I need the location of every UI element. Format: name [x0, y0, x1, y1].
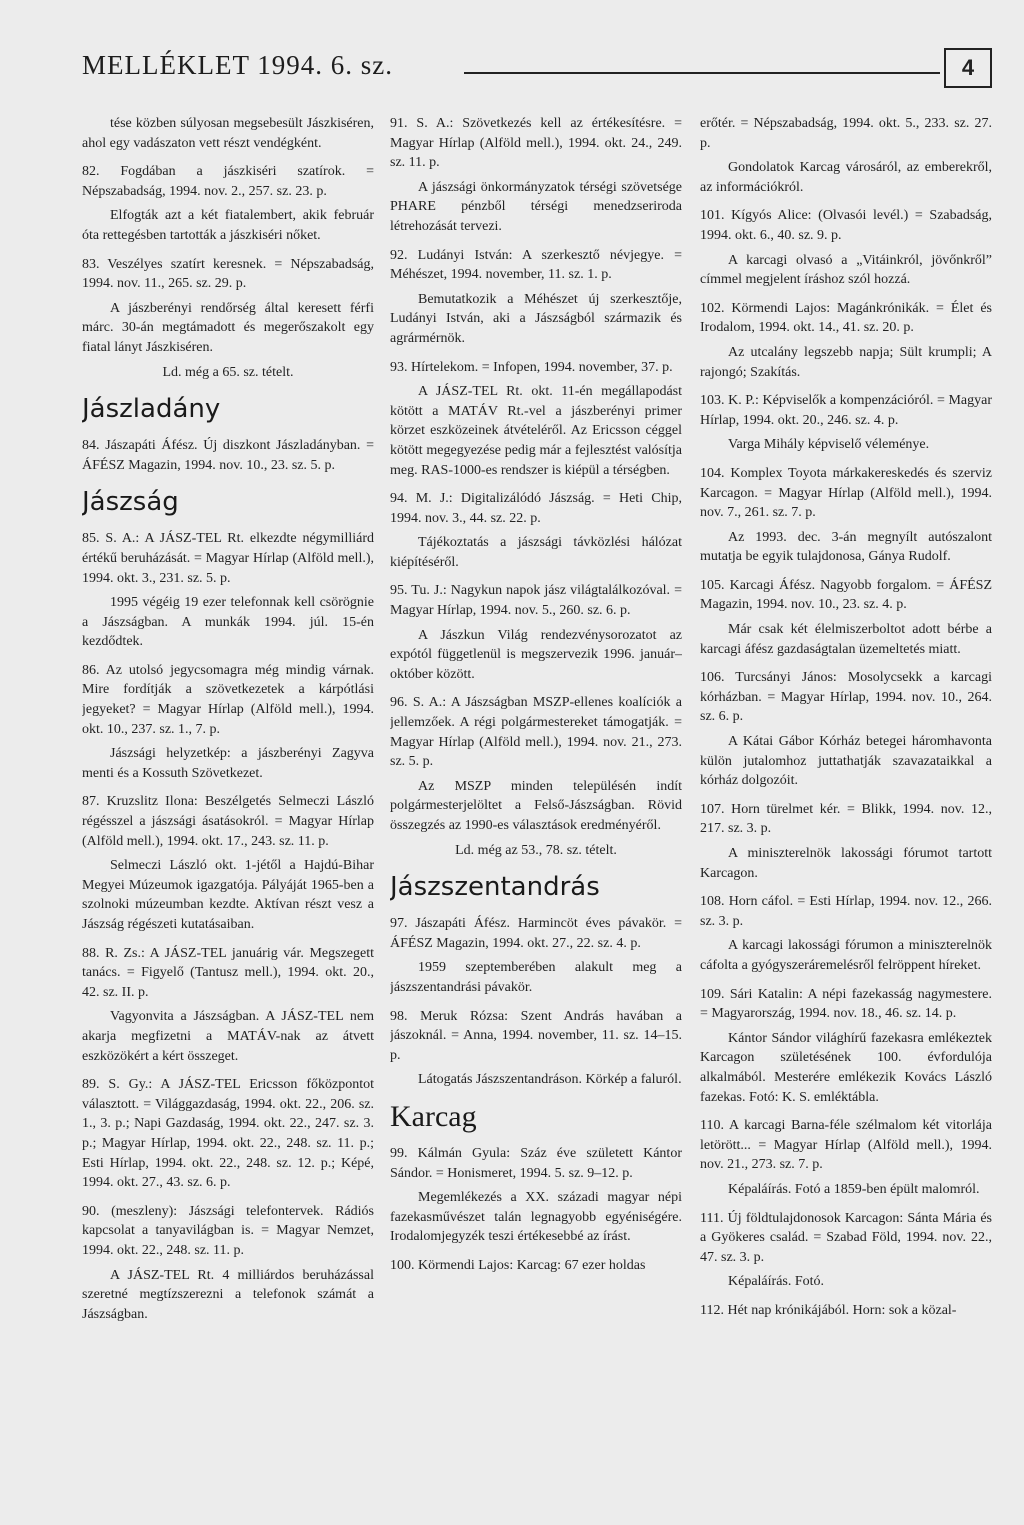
entry-summary: 1959 szeptemberében alakult meg a jászszentandrási pávakör. — [390, 960, 682, 995]
cross-reference: Ld. még az 53., 78. sz. tételt. — [455, 842, 617, 858]
entry-summary: Megemlékezés a XX. századi magyar népi fazekasművészet talán legnagyobb egyéniségére. Irodalomjegyzék teszi értékesebbé az írást. — [390, 1190, 682, 1245]
entry-summary: A karcagi lakossági fórumon a miniszterelnök cáfolta a gyógyszeráremelésről felröppent híreket. — [700, 938, 992, 973]
entry-summary: Az utcalány legszebb napja; Sült krumpli; A rajongó; Szakítás. — [700, 344, 992, 380]
header-rule — [464, 72, 940, 74]
bib-entry-85: 85. S. A.: A JÁSZ-TEL Rt. elkezdte négymilliárd értékű beruházását. = Magyar Hírlap (Alföld mell.), 1994. okt. 3., 231. sz. 5. p. — [82, 531, 374, 586]
entry-summary: A miniszterelnök lakossági fórumot tartott Karcagon. — [700, 846, 992, 881]
column-2 — [390, 114, 682, 1514]
entry-summary: 1995 végéig 19 ezer telefonnak kell csörögnie a Jászságban. A munkák 1994. júl. 15-én kezdődtek. — [82, 595, 374, 650]
bib-entry-111: 111. Új földtulajdonosok Karcagon: Sánta Mária és a Gyökeres család. = Szabad Föld, 1994. nov. 22., 47. sz. 3. p. — [700, 1210, 992, 1265]
bib-entry-97: 97. Jászapáti Áfész. Harmincöt éves pávakör. = ÁFÉSZ Magazin, 1994. okt. 27., 22. sz. 4. p. — [390, 916, 682, 951]
bib-entry-105: 105. Karcagi Áfész. Nagyobb forgalom. = ÁFÉSZ Magazin, 1994. nov. 10., 23. sz. 4. p. — [700, 577, 992, 613]
bib-entry-91: 91. S. A.: Szövetkezés kell az értékesítésre. = Magyar Hírlap (Alföld mell.), 1994. okt. 24., 249. sz. 11. p. — [390, 116, 682, 171]
entry-summary: Képaláírás. Fotó. — [728, 1274, 825, 1290]
entry-summary: Varga Mihály képviselő véleménye. — [728, 437, 930, 453]
entry-summary: A JÁSZ-TEL Rt. 4 milliárdos beruházással szeretné megtízszerezni a telefonok számát a Jászságban. — [82, 1267, 374, 1322]
entry-summary: Jászsági helyzetkép: a jászberényi Zagyva menti és a Kossuth Szövetkezet. — [82, 746, 374, 781]
page-header — [82, 42, 992, 92]
bib-entry-92: 92. Ludányi István: A szerkesztő névjegye. = Méhészet, 1994. november, 11. sz. 1. p. — [390, 247, 682, 283]
entry-summary: Már csak két élelmiszerboltot adott bérbe a karcagi áfész gazdaságtalan üzemeltetés miatt. — [700, 622, 992, 657]
bib-entry-101: 101. Kígyós Alice: (Olvasói levél.) = Szabadság, 1994. okt. 6., 40. sz. 9. p. — [700, 208, 992, 243]
bib-entry-112: 112. Hét nap krónikájából. Horn: sok a közal- — [700, 1302, 957, 1318]
entry-text: tése közben súlyosan megsebesült Jászkiséren, ahol egy vadászaton vett részt vendégként. — [82, 116, 374, 151]
bib-entry-100: 100. Körmendi Lajos: Karcag: 67 ezer holdas — [390, 1257, 646, 1273]
bib-entry-94: 94. M. J.: Digitalizálódó Jászság. = Heti Chip, 1994. nov. 3., 44. sz. 22. p. — [390, 491, 682, 526]
bib-entry-89: 89. S. Gy.: A JÁSZ-TEL Ericsson főközpontot választott. = Világgazdaság, 1994. okt. 22., 206. sz. 1., 3. p.; Napi Gazdaság, 1994. okt. 22., 247. sz. 3. p.; Magyar Hírlap, 1994. okt. 22., 248. sz. 11. p.; Esti Hírlap, 1994. okt. 22., 248. sz. 12. p.; Képé, 1994. okt. 27., 43. sz. 6. p. — [82, 1077, 374, 1191]
header-title: MELLÉKLET 1994. 6. sz. — [82, 50, 393, 80]
column-1 — [82, 114, 374, 1514]
page-number: 4 — [944, 48, 992, 88]
bib-entry-99: 99. Kálmán Gyula: Száz éve született Kántor Sándor. = Honismeret, 1994. 5. sz. 9–12. p. — [390, 1145, 682, 1181]
entry-summary: A JÁSZ-TEL Rt. okt. 11-én megállapodást kötött a MATÁV Rt.-vel a jászberényi primer körzet eszközeinek átvételéről. Az Ericsson céggel kötött megegyezése pedig már a fejlesztést valósítja meg. RAS-1000-es rendszer is kiépül a térségben. — [390, 384, 682, 478]
entry-summary: A jászsági önkormányzatok térségi szövetsége PHARE pénzből térségi menedzseriroda létrehozását tervezi. — [390, 179, 682, 234]
entry-summary: Képaláírás. Fotó a 1859-ben épült malomról. — [728, 1181, 980, 1197]
entry-summary: Kántor Sándor világhírű fazekasra emlékeztek Karcagon születésének 100. évfordulója alkalmából. Mesterére emlékezik Kovács László fazekas. Fotó: K. S. emléktábla. — [700, 1030, 992, 1105]
entry-summary: Látogatás Jászszentandráson. Körkép a faluról. — [418, 1072, 682, 1088]
entry-summary: Vagyonvita a Jászságban. A JÁSZ-TEL nem akarja megfizetni a MATÁV-nak az átvett eszközökért a kért összeget. — [82, 1009, 374, 1064]
bib-entry-110: 110. A karcagi Barna-féle szélmalom két vitorlája letörött... = Magyar Hírlap (Alföld mell.), 1994. nov. 21., 273. sz. 7. p. — [700, 1118, 992, 1173]
column-3 — [700, 114, 992, 1514]
section-heading-jaszszentandras: Jászszentandrás — [390, 872, 600, 903]
bib-entry-102: 102. Körmendi Lajos: Magánkrónikák. = Élet és Irodalom, 1994. okt. 14., 41. sz. 20. p. — [700, 300, 992, 336]
section-heading-karcag: Karcag — [390, 1099, 477, 1133]
bib-entry-104: 104. Komplex Toyota márkakereskedés és szerviz Karcagon. = Magyar Hírlap (Alföld mell.), 1994. nov. 7., 261. sz. 7. p. — [700, 465, 992, 521]
section-heading-jaszsag: Jászság — [82, 487, 179, 518]
bib-entry-83: 83. Veszélyes szatírt keresnek. = Népszabadság, 1994. nov. 11., 265. sz. 29. p. — [82, 256, 374, 292]
cross-reference: Ld. még a 65. sz. tételt. — [162, 364, 294, 380]
entry-summary: Elfogták azt a két fiatalembert, akik február óta rettegésben tartották a jászkiséri nőket. — [82, 208, 374, 243]
bib-entry-106: 106. Turcsányi János: Mosolycsekk a karcagi kórházban. = Magyar Hírlap, 1994. nov. 10., 264. sz. 6. p. — [700, 670, 992, 725]
bib-entry-82: 82. Fogdában a jászkiséri szatírok. = Népszabadság, 1994. nov. 2., 257. sz. 23. p. — [82, 164, 374, 199]
bib-entry-86: 86. Az utolsó jegycsomagra még mindig várnak. Mire fordítják a szövetkezetek a kárpótlási jegyeket? = Magyar Hírlap (Alföld mell.), 1994. okt. 10., 237. sz. 1., 7. p. — [82, 662, 374, 737]
bib-entry-107: 107. Horn türelmet kér. = Blikk, 1994. nov. 12., 217. sz. 3. p. — [700, 801, 992, 837]
entry-summary: Gondolatok Karcag városáról, az emberekről, az információkról. — [700, 160, 992, 195]
entry-summary: Tájékoztatás a jászsági távközlési hálózat kiépítéséről. — [390, 535, 682, 570]
entry-summary: Bemutatkozik a Méhészet új szerkesztője, Ludányi István, aki a Jászságból származik és agrármérnök. — [390, 291, 682, 346]
entry-summary: A Kátai Gábor Kórház betegei háromhavonta külön jutalomhoz juttathatják szavazataikkal a kórház dolgozóit. — [700, 734, 992, 789]
bib-entry-108: 108. Horn cáfol. = Esti Hírlap, 1994. nov. 12., 266. sz. 3. p. — [700, 894, 992, 929]
entry-summary: A jászberényi rendőrség által keresett férfi márc. 30-án megtámadott és megerőszakolt egy fiatal lányt Jászkiséren. — [82, 300, 374, 355]
entry-summary: A karcagi olvasó a „Vitáinkról, jövőnkről” címmel megjelent íráshoz szól hozzá. — [700, 252, 992, 288]
entry-summary: A Jászkun Világ rendezvénysorozatot az expótól függetlenül is megszervezik 1996. január–október között. — [390, 627, 682, 682]
bib-entry-100-continued: erőtér. = Népszabadság, 1994. okt. 5., 233. sz. 27. p. — [700, 116, 992, 151]
bib-entry-109: 109. Sári Katalin: A népi fazekasság nagymestere. = Magyarország, 1994. nov. 18., 46. sz. 14. p. — [700, 986, 992, 1022]
entry-summary: Selmeczi László okt. 1-jétől a Hajdú-Bihar Megyei Múzeumok igazgatója. Pályáját 1965-ben a szolnoki múzeumban kezdte. Aktívan részt vesz a Jászság régészeti kutatásaiban. — [82, 858, 374, 932]
bib-entry-95: 95. Tu. J.: Nagykun napok jász világtalálkozóval. = Magyar Hírlap, 1994. nov. 5., 260. sz. 6. p. — [390, 583, 682, 619]
bib-entry-96: 96. S. A.: A Jászságban MSZP-ellenes koalíciók a jellemzőek. A régi polgármestereket támogatják. = Magyar Hírlap (Alföld mell.), 1994. nov. 21., 273. sz. 5. p. — [390, 695, 682, 770]
entry-summary: Az 1993. dec. 3-án megnyílt autószalont mutatja be egyik tulajdonosa, Gánya Rudolf. — [700, 529, 992, 565]
entry-summary: Az MSZP minden településén indít polgármesterjelöltet a Felső-Jászságban. Rövid összegzés az 1990-es választások eredményéről. — [390, 778, 682, 833]
bib-entry-84: 84. Jászapáti Áfész. Új diszkont Jászladányban. = ÁFÉSZ Magazin, 1994. nov. 10., 23. sz. 5. p. — [82, 438, 374, 473]
bib-entry-103: 103. K. P.: Képviselők a kompenzációról. = Magyar Hírlap, 1994. okt. 20., 246. sz. 4. p. — [700, 393, 992, 428]
bib-entry-90: 90. (meszleny): Jászsági telefontervek. Rádiós kapcsolat a tanyavilágban is. = Magyar Nemzet, 1994. okt. 22., 248. sz. 11. p. — [82, 1203, 374, 1258]
bib-entry-87: 87. Kruzslitz Ilona: Beszélgetés Selmeczi László régésszel a jászsági ásatásokról. = Magyar Hírlap (Alföld mell.), 1994. okt. 17., 243. sz. 11. p. — [82, 794, 374, 849]
bib-entry-93: 93. Hírtelekom. = Infopen, 1994. november, 37. p. — [390, 359, 673, 375]
bib-entry-98: 98. Meruk Rózsa: Szent András havában a jászoknál. = Anna, 1994. november, 11. sz. 14–15. p. — [390, 1008, 682, 1063]
bib-entry-88: 88. R. Zs.: A JÁSZ-TEL januárig vár. Megszegett tanács. = Figyelő (Tantusz mell.), 1994. okt. 20., 42. sz. II. p. — [82, 945, 374, 1000]
section-heading-jaszladany: Jászladány — [82, 394, 221, 425]
